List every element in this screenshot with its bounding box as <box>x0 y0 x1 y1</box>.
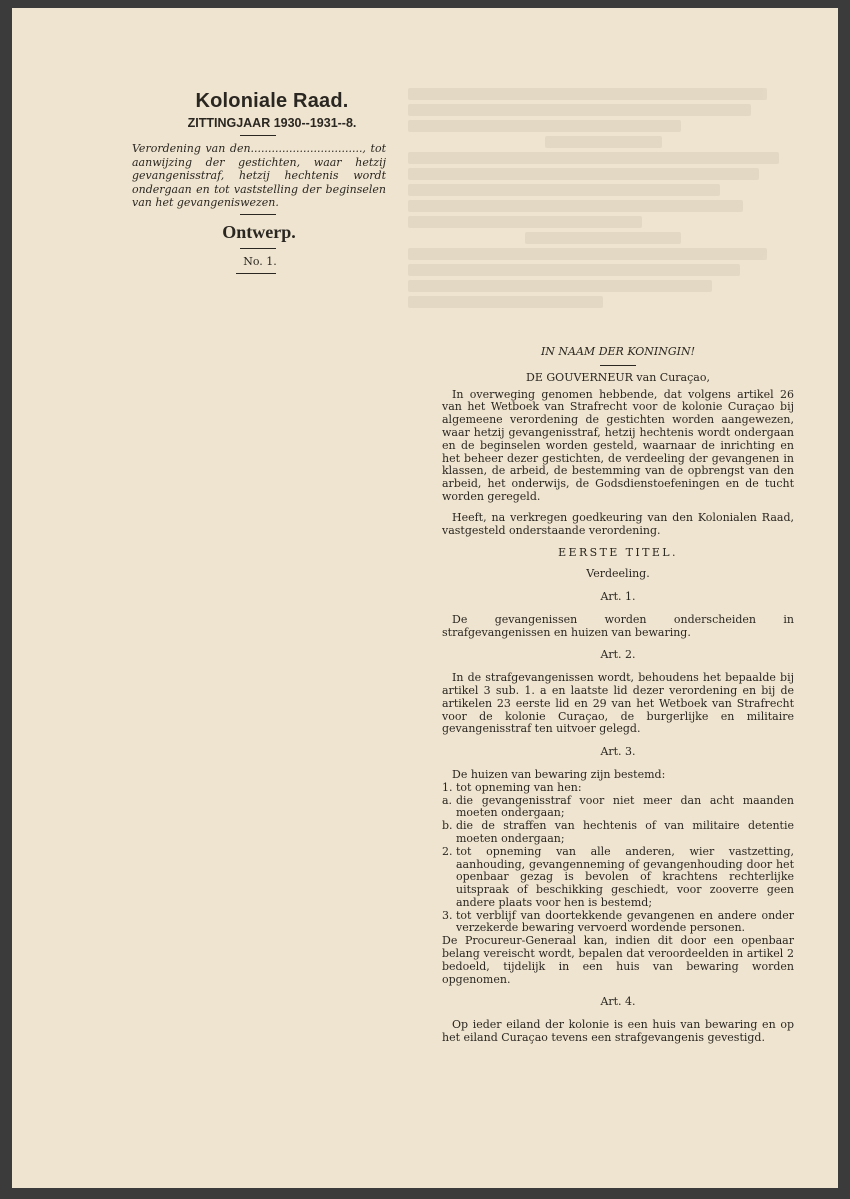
divider <box>240 135 276 136</box>
title-subheading: Verdeeling. <box>586 567 650 581</box>
list-text: tot opneming van hen: <box>456 780 582 794</box>
document-page <box>12 8 838 1188</box>
divider <box>600 365 636 366</box>
preamble: In overweging genomen hebbende, dat volgens artikel 26 van het Wetboek van Strafrecht voor de kolonie Curaçao bij algemeene verordening de gestichten worden aangewezen, waar hetzij gevangenisstraf, hetzij hechtenis wordt ondergaan en de beginselen worden gesteld, waarnaar de inrichting en het beheer dezer gestichten, de verdeeling der gevangenen in klassen, de arbeid, de bestemming van de opbrengst van den arbeid, het onderwijs, de Godsdienstoefeningen en de tucht worden geregeld. <box>442 387 794 503</box>
list-text: tot opneming van alle anderen, wier vastzetting, aanhouding, gevangenneming of gevangenhouding door het openbaar gezag is bevolen of krachtens rechterlijke uitspraak of beschikking geschiedt, voor zooverre geen andere plaats voor hen is bestemd; <box>456 844 794 909</box>
ordinance-description: Verordening van den................................, tot aanwijzing der gestichten, waar hetzij gevangenisstraf, hetzij hechtenis wordt ondergaan en tot vaststelling der beginselen van het gevangeniswezen. <box>132 142 386 209</box>
article-4-heading: Art. 4. <box>600 995 636 1009</box>
session-year: ZITTINGJAAR 1930--1931--8. <box>187 116 357 130</box>
draft-number: No. 1. <box>243 255 277 268</box>
list-marker: a. <box>442 793 453 807</box>
invocation: IN NAAM DER KONINGIN! <box>540 345 696 358</box>
article-1-text: De gevangenissen worden onderscheiden in strafgevangenissen en huizen van bewaring. <box>442 612 794 639</box>
list-item <box>442 795 794 821</box>
document-title: Koloniale Raad. <box>195 90 349 112</box>
article-3-list <box>442 782 794 936</box>
draft-label: Ontwerp. <box>222 222 296 242</box>
list-item <box>442 782 794 795</box>
list-item <box>442 846 794 910</box>
enactment-clause: Heeft, na verkregen goedkeuring van den Kolonialen Raad, vastgesteld onderstaande verordening. <box>442 510 794 537</box>
list-text: die gevangenisstraf voor niet meer dan acht maanden moeten ondergaan; <box>456 793 794 820</box>
article-3-final: De Procureur-Generaal kan, indien dit door een openbaar belang vereischt wordt, bepalen dat veroordeelden in artikel 2 bedoeld, tijdelijk in een huis van bewaring worden opgenomen. <box>442 934 794 986</box>
list-item <box>442 910 794 936</box>
list-marker: 2. <box>442 844 453 858</box>
list-marker: b. <box>442 819 453 833</box>
list-marker: 3. <box>442 908 453 922</box>
list-text: tot verblijf van doortekkende gevangenen en andere onder verzekerde bewaring vervoerd wordende personen. <box>456 908 794 935</box>
article-2-heading: Art. 2. <box>600 648 636 662</box>
divider <box>240 248 276 249</box>
ordinance-body <box>442 346 794 1045</box>
article-2-text: In de strafgevangenissen wordt, behoudens het bepaalde bij artikel 3 sub. 1. a en laatste lid dezer verordening en bij de artikelen 23 eerste lid en 29 van het Wetboek van Strafrecht voor de kolonie Curaçao, de burgerlijke en militaire gevangenisstraf ten uitvoer gelegd. <box>442 671 794 736</box>
list-item <box>442 820 794 846</box>
article-1-heading: Art. 1. <box>600 589 636 603</box>
list-text: die de straffen van hechtenis of van militaire detentie moeten ondergaan; <box>456 819 794 845</box>
title-heading: EERSTE TITEL. <box>558 546 678 560</box>
list-marker: 1. <box>442 780 453 794</box>
article-4-text: Op ieder eiland der kolonie is een huis van bewaring en op het eiland Curaçao tevens een strafgevangenis gevestigd. <box>442 1018 794 1045</box>
article-3-heading: Art. 3. <box>600 745 636 759</box>
governor-line: DE GOUVERNEUR van Curaçao, <box>526 370 710 384</box>
article-3-intro: De huizen van bewaring zijn bestemd: <box>452 767 666 781</box>
divider <box>236 273 276 274</box>
divider <box>240 214 276 215</box>
